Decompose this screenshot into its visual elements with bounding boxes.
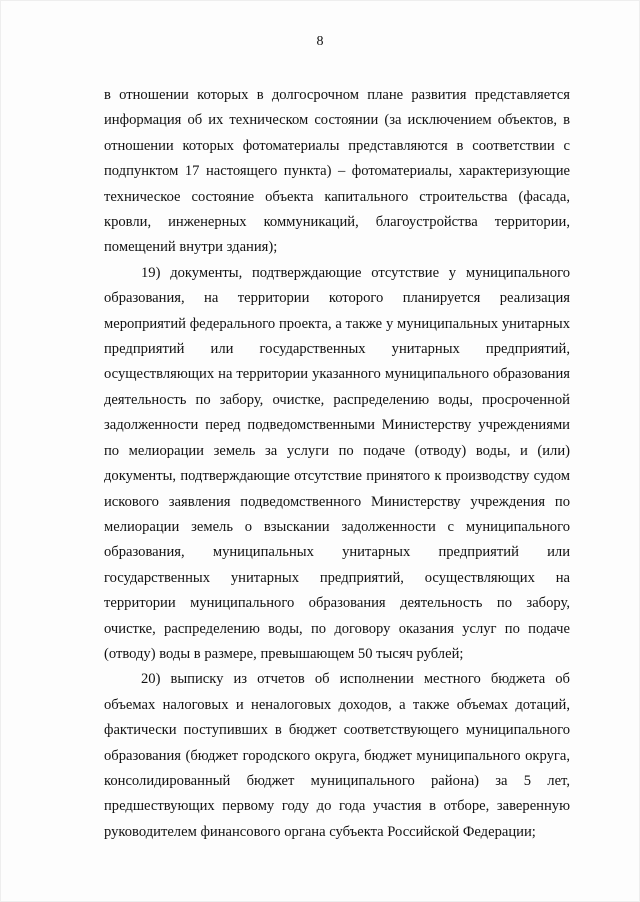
paragraph-item-19: 19) документы, подтверждающие отсутствие у муниципального образования, на территории которого планируется реализация мероприятий федерального проекта, а также у муниципальных унитарных предприятий или государственных унитарных предприятий, осуществляющих на территории указанного муниципального образования деятельность по забору, очистке, распределению воды, просроченной задолженности перед подведомственными Министерству учреждениями по мелиорации земель за услуги по подаче (отводу) воды, и (или) документы, подтверждающие отсутствие принятого к производству судом искового заявления подведомственного Министерству учреждения по мелиорации земель о взыскании задолженности с муниципального образования, муниципальных унитарных предприятий или государственных унитарных предприятий, осуществляющих на территории муниципального образования деятельность по забору, очистке, распределению воды, по договору оказания услуг по подаче (отводу) воды в размере, превышающем 50 тысяч рублей; [104, 264, 570, 662]
paragraph-continuation-18: в отношении которых в долгосрочном плане развития представляется информация об их техническом состоянии (за исключением объектов, в отношении которых фотоматериалы представляются в соответствии с подпунктом 17 настоящего пункта) – фотоматериалы, характеризующие техническое состояние объекта капитального строительства (фасада, кровли, инженерных коммуникаций, благоустройства территории, помещений внутри здания); [104, 87, 570, 256]
page-number: 8 [316, 34, 324, 49]
document-body [104, 83, 570, 845]
paragraph-item-20: 20) выписку из отчетов об исполнении местного бюджета об объемах налоговых и неналоговых доходов, а также объемах дотаций, фактически поступивших в бюджет соответствующего муниципального образования (бюджет городского округа, бюджет муниципального округа, консолидированный бюджет муниципального района) за 5 лет, предшествующих первому году до года участия в отборе, заверенную руководителем финансового органа субъекта Российской Федерации; [104, 671, 570, 840]
